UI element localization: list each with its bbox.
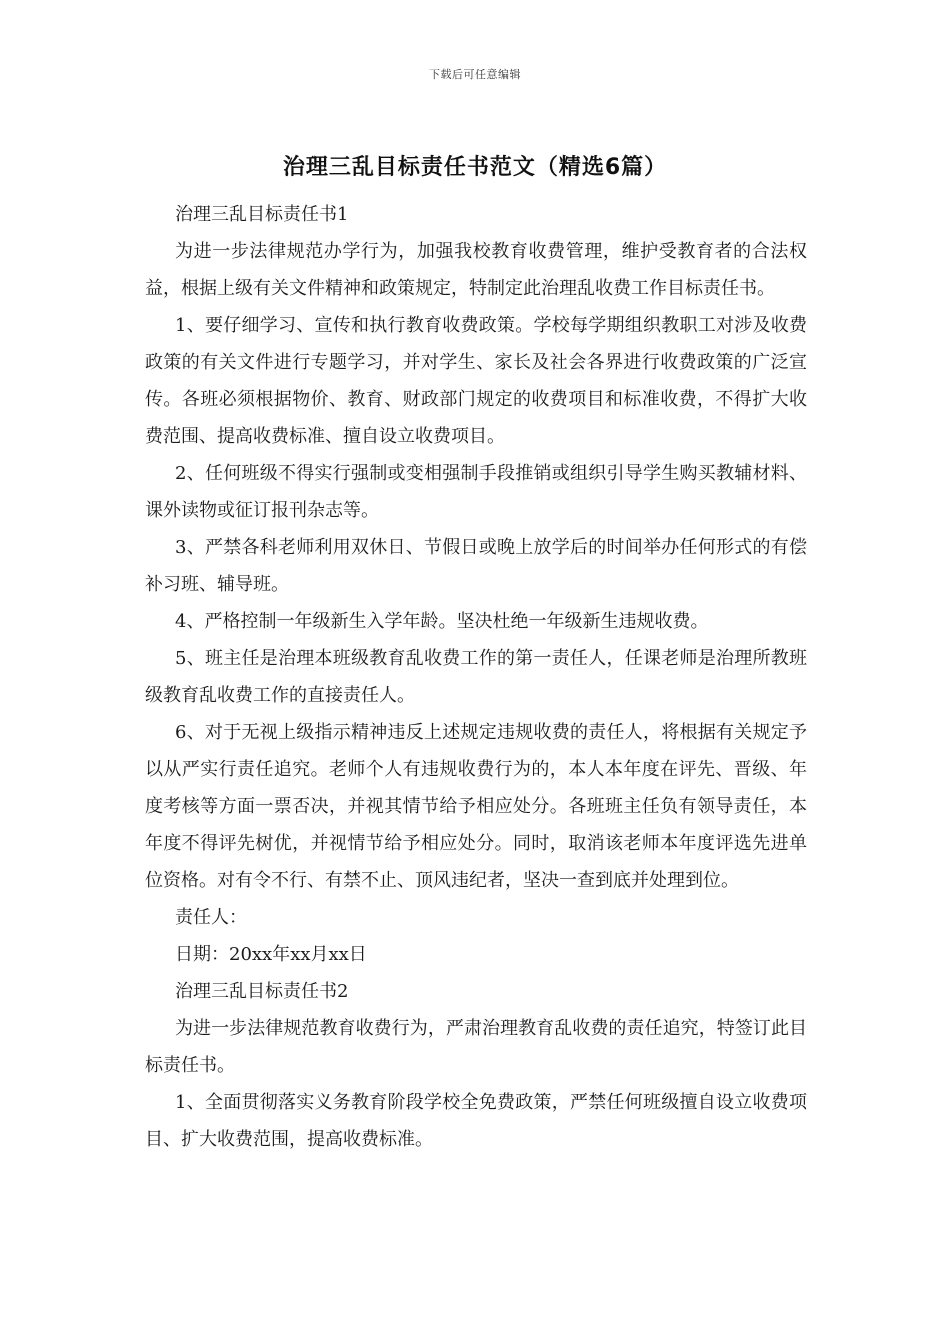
section-heading-2: 治理三乱目标责任书2	[175, 981, 349, 1002]
header-note: 下载后可任意编辑	[429, 68, 521, 81]
clause-1-2: 2、任何班级不得实行强制或变相强制手段推销或组织引导学生购买教辅材料、课外读物或征订报刊杂志等。	[145, 463, 807, 521]
clause-1-3: 3、严禁各科老师利用双休日、节假日或晚上放学后的时间举办任何形式的有偿补习班、辅导班。	[145, 537, 807, 595]
date-line: 日期：20xx年xx月xx日	[175, 944, 367, 965]
document-title: 治理三乱目标责任书范文（精选6篇）	[282, 155, 668, 180]
clause-1-6: 6、对于无视上级指示精神违反上述规定违规收费的责任人，将根据有关规定予以从严实行责任追究。老师个人有违规收费行为的，本人本年度在评先、晋级、年度考核等方面一票否决，并视其情节给予相应处分。各班班主任负有领导责任，本年度不得评先树优，并视情节给予相应处分。同时，取消该老师本年度评选先进单位资格。对有令不行、有禁不止、顶风违纪者，坚决一查到底并处理到位。	[145, 722, 807, 891]
intro-paragraph-2: 为进一步法律规范教育收费行为，严肃治理教育乱收费的责任追究，特签订此目标责任书。	[145, 1018, 807, 1076]
clause-2-1: 1、全面贯彻落实义务教育阶段学校全免费政策，严禁任何班级擅自设立收费项目、扩大收费范围，提高收费标准。	[145, 1092, 807, 1150]
intro-paragraph-1: 为进一步法律规范办学行为，加强我校教育收费管理，维护受教育者的合法权益，根据上级有关文件精神和政策规定，特制定此治理乱收费工作目标责任书。	[145, 241, 807, 299]
clause-1-4: 4、严格控制一年级新生入学年龄。坚决杜绝一年级新生违规收费。	[175, 611, 709, 632]
document-body	[145, 196, 807, 1158]
section-heading-1: 治理三乱目标责任书1	[175, 204, 349, 225]
clause-1-1: 1、要仔细学习、宣传和执行教育收费政策。学校每学期组织教职工对涉及收费政策的有关文件进行专题学习，并对学生、家长及社会各界进行收费政策的广泛宣传。各班必须根据物价、教育、财政部门规定的收费项目和标准收费，不得扩大收费范围、提高收费标准、擅自设立收费项目。	[145, 315, 807, 447]
clause-1-5: 5、班主任是治理本班级教育乱收费工作的第一责任人，任课老师是治理所教班级教育乱收费工作的直接责任人。	[145, 648, 807, 706]
responsible-person-line: 责任人：	[175, 907, 247, 928]
